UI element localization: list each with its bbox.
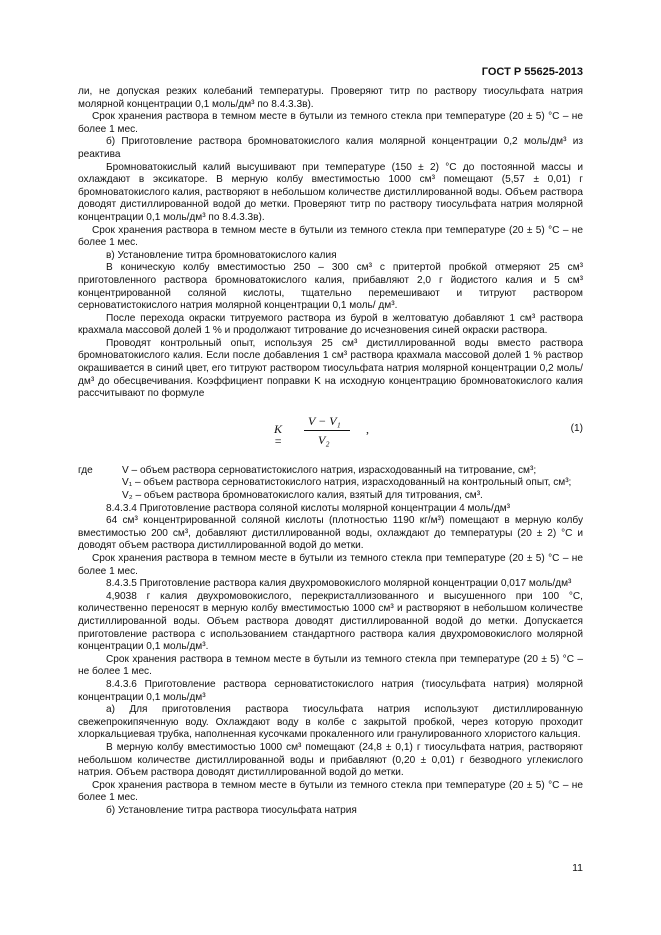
formula-block (78, 409, 583, 459)
paragraph: 8.4.3.4 Приготовление раствора соляной кислоты молярной концентрации 4 моль/дм³ (106, 502, 511, 514)
paragraph: Бромноватокислый калий высушивают при температуре (150 ± 2) °С до постоянной массы и охлаждают в эксикаторе. В мерную колбу вместимостью 1000 см³ помещают (5,57 ± 0,01) г бромноватокислого калия, растворяют в небольшом количестве дистиллированной воды. Объем раствора доводят дистиллированной водой до метки. Проверяют титр по раствору тиосульфата натрия молярной концентрации 0,1 моль/дм³ по 8.4.3.3в). (78, 161, 583, 223)
paragraph: а) Для приготовления раствора тиосульфата натрия используют дистиллированную свежепрокипяченную воду. Охлаждают воду в колбе с закрытой пробкой, через которую проходит хлоркальциевая трубка, наполненная кусочками прокаленного или гранулированного хлористого кальция. (78, 704, 583, 741)
paragraph: Срок хранения раствора в темном месте в бутыли из темного стекла при температуре (20 ± 5) °С – не более 1 мес. (78, 779, 583, 804)
paragraph: б) Установление титра раствора тиосульфата натрия (106, 804, 357, 816)
where-block (78, 465, 583, 503)
variable-definition: V₂ – объем раствора бромноватокислого калия, взятый для титрования, см³. (122, 490, 483, 502)
formula-lhs: K = (274, 421, 283, 449)
paragraph: 64 см³ концентрированной соляной кислоты (плотностью 1190 кг/м³) помещают в мерную колбу вместимостью 200 см³, добавляют дистиллированной воды, охлаждают до температуры (20 ± 2) °С и доводят объем раствора дистиллированной водой до метки. (78, 515, 583, 552)
formula-number: (1) (570, 422, 583, 434)
body-text (78, 86, 583, 817)
paragraph: Срок хранения раствора в темном месте в бутыли из темного стекла при температуре (20 ± 5) °С – не более 1 мес. (78, 224, 583, 249)
fraction-bar (304, 430, 350, 431)
paragraph: ли, не допуская резких колебаний температуры. Проверяют титр по раствору тиосульфата натрия молярной концентрации 0,1 моль/дм³ по 8.4.3.3в). (78, 86, 583, 110)
paragraph: 8.4.3.5 Приготовление раствора калия двухромовокислого молярной концентрации 0,017 моль/дм³ (106, 578, 572, 590)
formula-comma: , (366, 421, 369, 436)
paragraph: 4,9038 г калия двухромовокислого, перекристаллизованного и высушенного при 100 °С, количественно переносят в мерную колбу вместимостью 1000 см³ и растворяют в небольшом количестве дистиллированной воды. Объем раствора доводят дистиллированной водой до метки. Допускается приготовление раствора с использованием стандартного раствора калия двухромовокислого молярной концентрации 0,1 моль/дм³. (78, 590, 583, 653)
paragraph: В коническую колбу вместимостью 250 – 300 см³ с притертой пробкой отмеряют 25 см³ приготовленного раствора бромноватокислого калия, прибавляют 2,0 г йодистого калия и 5 см³ концентрированной соляной кислоты, тщательно перемешивают и титруют раствором серноватистокислого натрия молярной концентрации 0,1 моль/ дм³. (78, 262, 583, 312)
paragraph: Срок хранения раствора в темном месте в бутыли из темного стекла при температуре (20 ± 5) °С – не более 1 мес. (78, 653, 583, 678)
document-code: ГОСТ Р 55625-2013 (481, 66, 583, 78)
paragraph: Проводят контрольный опыт, используя 25 см³ дистиллированной воды вместо раствора бромноватокислого калия. Если после добавления 1 см³ раствора крахмала массовой долей 1 % раствор окрашивается в синий цвет, его титруют раствором тиосульфата натрия молярной концентрации 0,2 моль/дм³ до обесцвечивания. Коэффициент поправки K на исходную концентрацию бромноватокислого калия рассчитывают по формуле (78, 337, 583, 400)
paragraph: Срок хранения раствора в темном месте в бутыли из темного стекла при температуре (20 ± 5) °С – не более 1 мес. (78, 553, 583, 577)
paragraph: б) Приготовление раствора бромноватокислого калия молярной концентрации 0,2 моль/дм³ из реактива (78, 136, 583, 160)
formula-numerator: V − V₁ (308, 413, 341, 428)
paragraph: После перехода окраски титруемого раствора из бурой в желтоватую добавляют 1 см³ раствора крахмала массовой долей 1 % и продолжают титрование до исчезновения синей окраски раствора. (78, 312, 583, 337)
page-number: 11 (572, 862, 583, 874)
paragraph: В мерную колбу вместимостью 1000 см³ помещают (24,8 ± 0,1) г тиосульфата натрия, растворяют небольшом количестве дистиллированной воды и прибавляют (0,20 ± 0,01) г безводного углекислого натрия. Объем раствора доводят дистиллированной водой до метки. (78, 741, 583, 779)
variable-definition: V – объем раствора серноватистокислого натрия, израсходованный на титрование, см³; (122, 464, 537, 476)
variable-definition: V₁ – объем раствора серноватистокислого натрия, израсходованный на контрольный опыт, см³; (122, 477, 572, 489)
paragraph: Срок хранения раствора в темном месте в бутыли из темного стекла при температуре (20 ± 5) °С – не более 1 мес. (78, 111, 583, 135)
formula-denominator: V₂ (318, 432, 330, 447)
where-label: где (78, 464, 93, 476)
paragraph: 8.4.3.6 Приготовление раствора серноватистокислого натрия (тиосульфата натрия) молярной концентрации 0,1 моль/дм³ (78, 678, 583, 703)
paragraph: в) Установление титра бромноватокислого калия (106, 249, 337, 261)
